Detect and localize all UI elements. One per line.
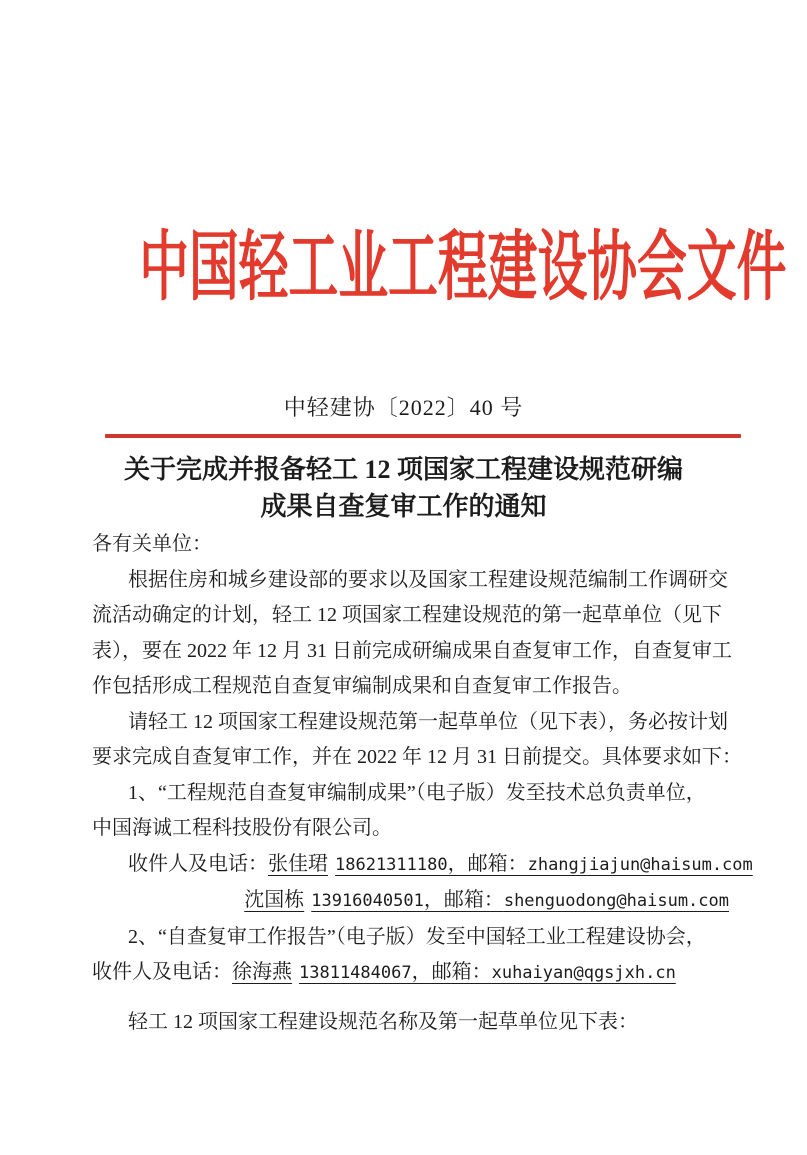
body-line: 流活动确定的计划，轻工 12 项国家工程建设规范的第一起草单位（见下: [92, 604, 722, 626]
body-line: 作包括形成工程规范自查复审编制成果和自查复审工作报告。: [92, 675, 632, 697]
contact-line-shenguodong: [92, 883, 729, 920]
contact-phone: 18621311180: [335, 854, 448, 875]
contact-email: xuhaiyan@qgsjxh.cn: [491, 963, 676, 983]
contact-separator: ，邮箱：: [411, 961, 492, 983]
contact-label: 收件人及电话：: [128, 852, 268, 875]
body-line-item-2: 2、“自查复审工作报告”（电子版）发至中国轻工业工程建设协会，: [128, 925, 706, 948]
contact-separator: ，邮箱：: [423, 889, 504, 911]
contact-name: 张佳珺: [268, 852, 328, 875]
contact-email: shenguodong@haisum.com: [503, 891, 729, 911]
table-intro-line: 轻工 12 项国家工程建设规范名称及第一起草单位见下表：: [128, 1010, 638, 1033]
contact-label: 收件人及电话：: [92, 961, 232, 983]
document-title-line2: 成果自查复审工作的通知: [260, 492, 547, 521]
contact-name: 徐海燕: [232, 961, 292, 983]
body-line: 表），要在 2022 年 12 月 31 日前完成研编成果自查复审工作，自查复审工: [92, 639, 732, 662]
contact-name: 沈国栋: [244, 889, 305, 911]
body-line-item-1: 1、“工程规范自查复审编制成果”（电子版）发至技术总负责单位，: [128, 781, 706, 804]
contact-line-zhangjiajun: [92, 847, 753, 884]
contact-phone: 13916040501: [311, 891, 424, 911]
body-line: 中国海诚工程科技股份有限公司。: [92, 817, 392, 839]
body-line: 根据住房和城乡建设部的要求以及国家工程建设规范编制工作调研交: [128, 568, 728, 591]
contact-phone: 13811484067: [299, 963, 412, 983]
salutation: 各有关单位：: [92, 533, 212, 555]
org-header-banner: 中国轻工业工程建设协会文件: [139, 226, 787, 310]
document-title-line1: 关于完成并报备轻工 12 项国家工程建设规范研编: [123, 455, 683, 484]
doc-number: 中轻建协〔2022〕40 号: [283, 395, 524, 420]
body-line: 要求完成自查复审工作，并在 2022 年 12 月 31 日前提交。具体要求如下：: [92, 746, 742, 768]
document-body: [92, 527, 753, 1040]
red-separator-line: [105, 434, 741, 438]
contact-line-xuhaiyan: [92, 955, 729, 992]
contact-separator: ，邮箱：: [447, 852, 528, 875]
document-title: [0, 451, 807, 525]
contact-email: zhangjiajun@haisum.com: [527, 854, 753, 875]
body-line: 请轻工 12 项国家工程建设规范第一起草单位（见下表），务必按计划: [128, 710, 728, 733]
